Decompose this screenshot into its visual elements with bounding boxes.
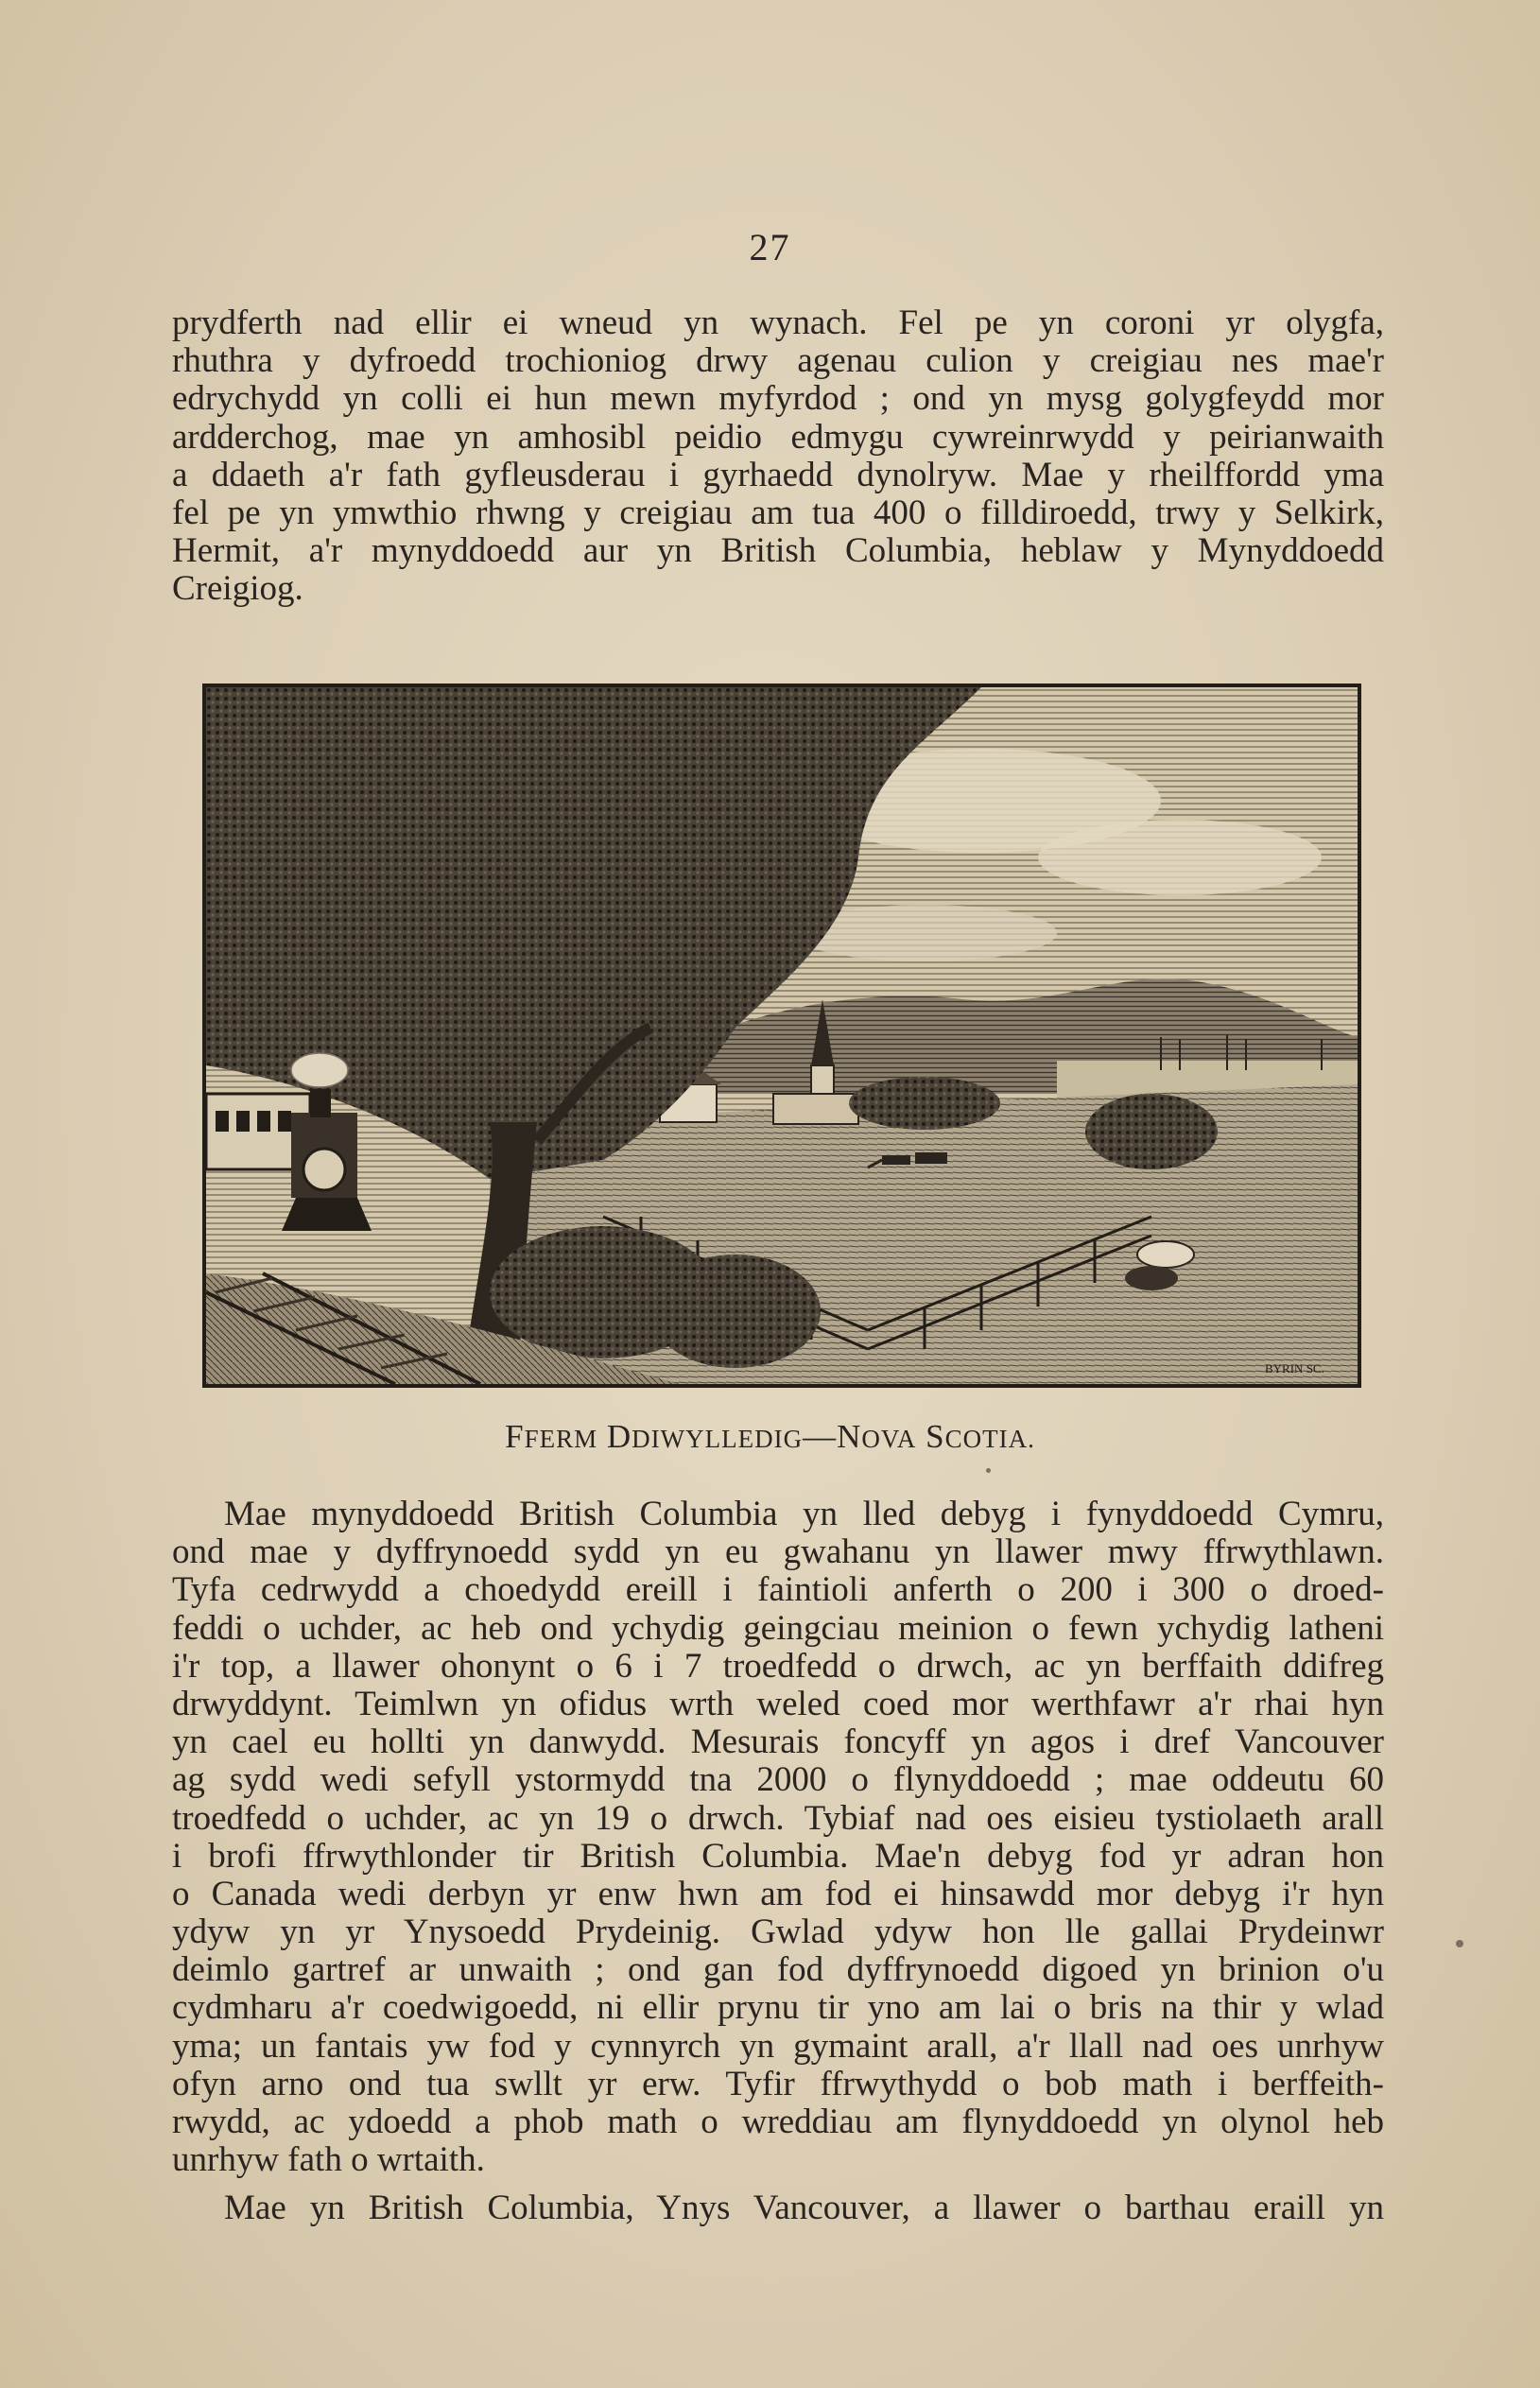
text-line: feddi o uchder, ac heb ond ychydig geingciau meinion o fewn ychydig latheni (172, 1608, 1384, 1648)
text-line: Tyfa cedrwydd a choedydd ereill i faintioli anferth o 200 i 300 o droed- (172, 1570, 1384, 1610)
text-line: ofyn arno ond tua swllt yr erw. Tyfir ffrwythydd o bob math i berffeith- (172, 2064, 1384, 2103)
text-line: ydyw yn yr Ynysoedd Prydeinig. Gwlad ydyw hon lle gallai Prydeinwr (172, 1912, 1384, 1952)
caption-initial: N (837, 1418, 862, 1455)
paragraph-3 (172, 2189, 1384, 2227)
ink-speck (986, 1468, 991, 1473)
text-line: fel pe yn ymwthio rhwng y creigiau am tua 400 o filldiroedd, trwy y Selkirk, (172, 493, 1384, 532)
text-line: Hermit, a'r mynyddoedd aur yn British Columbia, heblaw y Mynyddoedd (172, 531, 1384, 571)
text-line: ag sydd wedi sefyll ystormydd tna 2000 o flynyddoedd ; mae oddeutu 60 (172, 1760, 1384, 1800)
caption-initial: D (606, 1418, 632, 1455)
text-line: cydmharu a'r coedwigoedd, ni ellir prynu tir yno am lai o bris na thir y wlad (172, 1988, 1384, 2028)
caption-smallcaps: DIWYLLEDIG (632, 1425, 804, 1453)
illustration-caption (0, 1418, 1540, 1456)
text-line: rhuthra y dyfroedd trochioniog drwy agenau culion y creigiau nes mae'r (172, 341, 1384, 381)
text-line: i brofi ffrwythlonder tir British Columbia. Mae'n debyg fod yr adran hon (172, 1836, 1384, 1876)
text-line: edrychydd yn colli ei hun mewn myfyrdod ; ond yn mysg golygfeydd mor (172, 379, 1384, 419)
engraving-drawing (206, 687, 1358, 1384)
farm-engraving (202, 684, 1361, 1388)
text-line: ardderchog, mae yn amhosibl peidio edmygu cywreinrwydd y peirianwaith (172, 417, 1384, 457)
text-line: deimlo gartref ar unwaith ; ond gan fod dyffrynoedd digoed yn brinion o'u (172, 1950, 1384, 1990)
caption-dash: — (803, 1418, 838, 1455)
paragraph-1 (172, 304, 1384, 609)
text-line: i'r top, a llawer ohonynt o 6 i 7 troedfedd o drwch, ac yn berffaith ddifreg (172, 1646, 1384, 1686)
page-number: 27 (749, 226, 791, 268)
caption-smallcaps: COTIA. (944, 1425, 1035, 1453)
caption-smallcaps: FERM (524, 1425, 598, 1453)
text-line: yma; un fantais yw fod y cynnyrch yn gymaint arall, a'r llall nad oes unrhyw (172, 2026, 1384, 2066)
paragraph-2 (172, 1496, 1384, 2179)
text-line: rwydd, ac ydoedd a phob math o wreddiau am flynyddoedd yn olynol heb (172, 2102, 1384, 2141)
text-line: drwyddynt. Teimlwn yn ofidus wrth weled coed mor werthfawr a'r rhai hyn (172, 1684, 1384, 1723)
text-line: ond mae y dyffrynoedd sydd yn eu gwahanu yn llawer mwy ffrwythlawn. (172, 1532, 1384, 1572)
caption-smallcaps: OVA (861, 1425, 917, 1453)
text-line: troedfedd o uchder, ac yn 19 o drwch. Tybiaf nad oes eisieu tystiolaeth arall (172, 1798, 1384, 1838)
engraver-signature: BYRIN SC. (1265, 1361, 1324, 1376)
caption-initial: F (505, 1418, 525, 1455)
text-line: Mae mynyddoedd British Columbia yn lled debyg i fynyddoedd Cymru, (224, 1495, 1384, 1533)
text-line: Mae yn British Columbia, Ynys Vancouver, a llawer o barthau eraill yn (224, 2189, 1384, 2227)
text-line: Creigiog. (172, 569, 303, 609)
text-line: yn cael eu hollti yn danwydd. Mesurais foncyff yn agos i dref Vancouver (172, 1722, 1384, 1762)
caption-initial: S (926, 1418, 945, 1455)
text-line: prydferth nad ellir ei wneud yn wynach. Fel pe yn coroni yr olygfa, (172, 303, 1384, 342)
text-line: a ddaeth a'r fath gyfleusderau i gyrhaedd dynolryw. Mae y rheilffordd yma (172, 455, 1384, 494)
text-line: o Canada wedi derbyn yr enw hwn am fod ei hinsawdd mor debyg i'r hyn (172, 1874, 1384, 1913)
text-line: unrhyw fath o wrtaith. (172, 2140, 485, 2180)
ink-speck (1456, 1940, 1463, 1947)
